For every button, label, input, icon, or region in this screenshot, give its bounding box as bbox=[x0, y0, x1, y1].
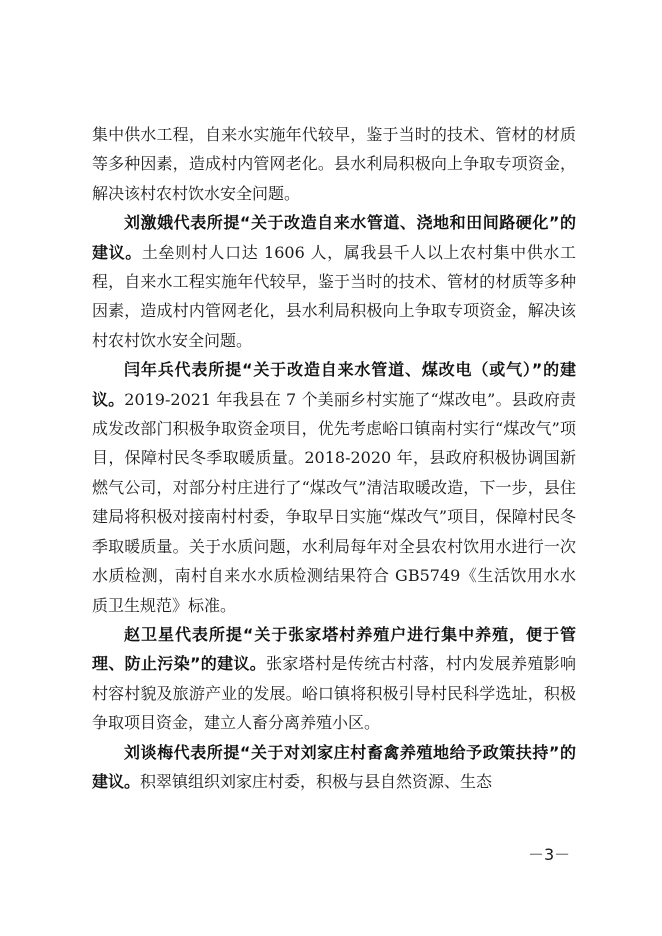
paragraph-1-text: 集中供水工程，自来水实施年代较早，鉴于当时的技术、管材的材质等多种因素，造成村内管网老化。县水利局积极向上争取专项资金，解决该村农村饮水安全问题。 bbox=[92, 125, 576, 203]
page-number: －3－ bbox=[528, 845, 571, 864]
paragraph-2 bbox=[92, 208, 576, 355]
paragraph-3-text: 2019-2021 年我县在 7 个美丽乡村实施了“煤改电”。县政府责成发改部门积极争取资金项目，优先考虑峪口镇南村实行“煤改气”项目，保障村民冬季取暖质量。2018-2020 年，县政府积极协调国新燃气公司，对部分村庄进行了“煤改气”清洁取暖改造，下一步，县住建局将积极对接南村村委，争取早日实施“煤改气”项目，保障村民冬季取暖质量。关于水质问题，水利局每年对全县农村饮用水进行一次水质检测，南村自来水水质检测结果符合 GB5749《生活饮用水水质卫生规范》标准。 bbox=[92, 389, 576, 615]
document-body bbox=[92, 120, 576, 796]
paragraph-3-heading: 闫年兵代表所提“关于改造自来水管道、煤改电（或气）”的建议。 bbox=[92, 360, 576, 409]
paragraph-5-heading: 刘谈梅代表所提“关于对刘家庄村畜禽养殖地给予政策扶持”的建议。 bbox=[92, 742, 576, 791]
paragraph-2-text: 土垒则村人口达 1606 人，属我县千人以上农村集中供水工程，自来水工程实施年代较早，鉴于当时的技术、管材的材质等多种因素，造成村内管网老化，县水利局积极向上争取专项资金，解决该村农村饮水安全问题。 bbox=[92, 242, 576, 350]
paragraph-3 bbox=[92, 355, 576, 620]
paragraph-1 bbox=[92, 120, 576, 208]
paragraph-4-text: 张家塔村是传统古村落，村内发展养殖影响村容村貌及旅游产业的发展。峪口镇将积极引导村民科学选址，积极争取项目资金，建立人畜分离养殖小区。 bbox=[92, 654, 576, 733]
paragraph-5-text: 积翠镇组织刘家庄村委，积极与县自然资源、生态 bbox=[140, 771, 493, 791]
paragraph-4-heading: 赵卫星代表所提“关于张家塔村养殖户进行集中养殖，便于管理、防止污染”的建议。 bbox=[92, 624, 576, 674]
paragraph-2-heading: 刘激娥代表所提“关于改造自来水管道、浇地和田间路硬化”的建议。 bbox=[92, 213, 576, 262]
paragraph-5 bbox=[92, 738, 576, 797]
paragraph-4 bbox=[92, 620, 576, 738]
